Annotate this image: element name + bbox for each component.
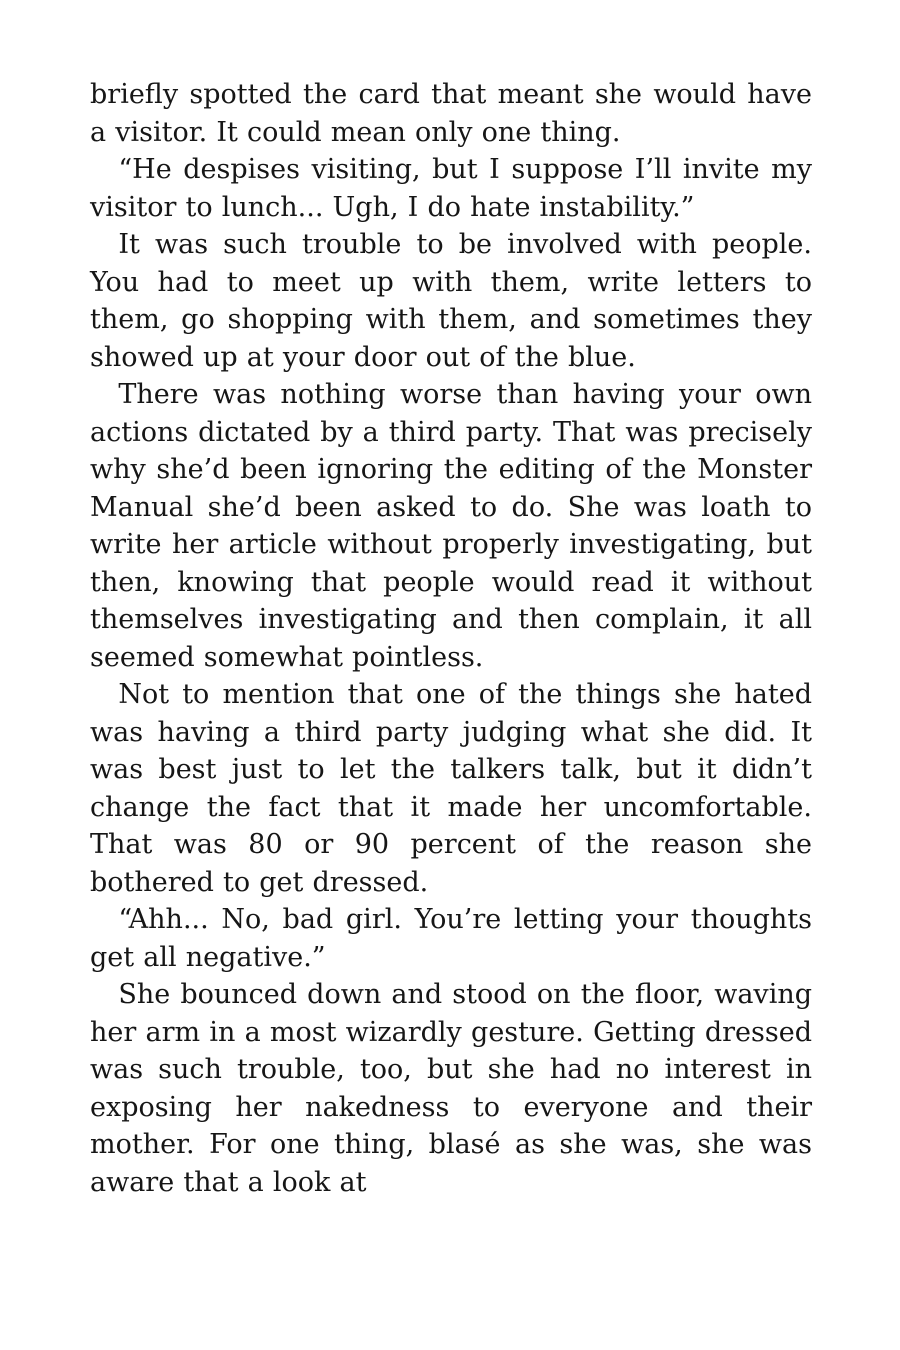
paragraph-dialogue: “He despises visiting, but I suppose I’ll invite my visitor to lunch... Ugh, I do hate instability.” <box>90 154 812 223</box>
page-text-column <box>90 76 812 1201</box>
paragraph-dialogue: “Ahh... No, bad girl. You’re letting your thoughts get all negative.” <box>90 904 812 973</box>
paragraph: There was nothing worse than having your own actions dictated by a third party. That was precisely why she’d been ignoring the editing of the Monster Manual she’d been asked to do. She was loath to write her article without properly investigating, but then, knowing that people would read it without themselves investigating and then complain, it all seemed somewhat pointless. <box>90 379 812 673</box>
paragraph: It was such trouble to be involved with people. You had to meet up with them, write letters to them, go shopping with them, and sometimes they showed up at your door out of the blue. <box>90 229 812 373</box>
paragraph-continued: briefly spotted the card that meant she would have a visitor. It could mean only one thing. <box>90 79 812 148</box>
paragraph: Not to mention that one of the things she hated was having a third party judging what she did. It was best just to let the talkers talk, but it didn’t change the fact that it made her uncomfortable. That was 80 or 90 percent of the reason she bothered to get dressed. <box>90 679 812 898</box>
paragraph: She bounced down and stood on the floor, waving her arm in a most wizardly gesture. Getting dressed was such trouble, too, but she had no interest in exposing her nakedness to everyone and their mother. For one thing, blasé as she was, she was aware that a look at <box>90 979 812 1198</box>
